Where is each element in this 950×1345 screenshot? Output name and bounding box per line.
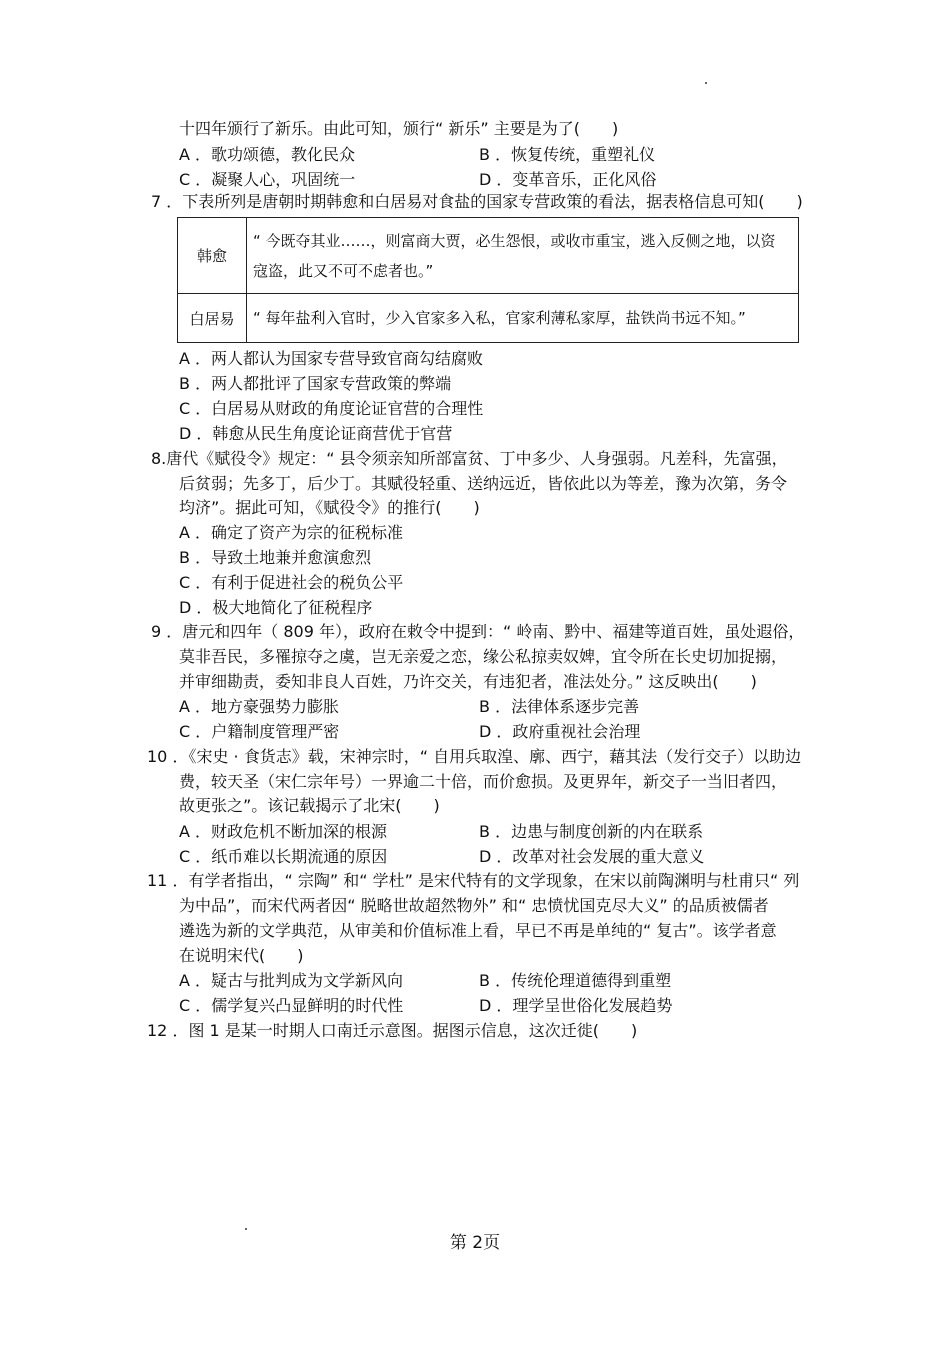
quote-line: “ 今既夺其业……，则富商大贾，必生怨恨，或收市重宝，逃入反侧之地，以资: [253, 231, 776, 250]
q12-stem: 12 ．图 1 是某一时期人口南迁示意图。据图示信息，这次迁徙( ): [147, 1021, 638, 1040]
q10-option-c: C ．纸币难以长期流通的原因: [179, 847, 388, 866]
q11-stem-line: 在说明宋代( ): [179, 946, 304, 965]
q7-option-a: A ．两人都认为国家专营导致官商勾结腐败: [179, 349, 484, 368]
q9-option-c: C ．户籍制度管理严密: [179, 722, 340, 741]
table-row: [178, 218, 799, 294]
q11-stem-line: 11 ．有学者指出，“ 宗陶” 和“ 学杜” 是宋代特有的文学现象，在宋以前陶渊明与杜甫只“ 列: [147, 871, 800, 890]
q11-option-d: D ．理学呈世俗化发展趋势: [479, 996, 673, 1015]
scan-speck: [705, 82, 707, 84]
q9-stem-line: 9 ．唐元和四年（ 809 年），政府在敕令中提到：“ 岭南、黔中、福建等道百姓，虽处遐俗，: [151, 622, 805, 641]
table-cell-author: 白居易: [178, 294, 247, 343]
q8-option-a: A ．确定了资产为宗的征税标准: [179, 523, 404, 542]
q10-stem-line: 10 ．《宋史 · 食货志》载，宋神宗时，“ 自用兵取湟、廓、西宁，藉其法（发行交子）以助边: [147, 747, 802, 766]
table-cell-quote: [247, 294, 799, 343]
q11-option-b: B ．传统伦理道德得到重塑: [479, 971, 672, 990]
q8-stem-line: 均济”。据此可知，《赋役令》的推行( ): [179, 498, 480, 517]
page-number: 第 2页: [449, 1233, 501, 1253]
q6-stem-continued: 十四年颁行了新乐。由此可知，颁行“ 新乐” 主要是为了( ): [179, 119, 619, 138]
q7-stem: 7 ．下表所列是唐朝时期韩愈和白居易对食盐的国家专营政策的看法，据表格信息可知( ): [151, 192, 803, 211]
q9-stem-line: 莫非吾民，多罹掠夺之虞，岂无亲爱之恋，缘公私掠卖奴婢，宜令所在长史切加捉搦，: [179, 647, 788, 666]
q11-option-a: A ．疑古与批判成为文学新风向: [179, 971, 404, 990]
table-cell-author: 韩愈: [178, 218, 247, 294]
q7-option-b: B ．两人都批评了国家专营政策的弊端: [179, 374, 452, 393]
q6-option-c: C ．凝聚人心，巩固统一: [179, 170, 356, 189]
table-row: [178, 294, 799, 343]
q7-option-d: D ．韩愈从民生角度论证商营优于官营: [179, 424, 453, 443]
q11-option-c: C ．儒学复兴凸显鲜明的时代性: [179, 996, 404, 1015]
q9-stem-line: 并审细勘责，委知非良人百姓，乃许交关，有违犯者，准法处分。” 这反映出( ): [179, 672, 757, 691]
q9-option-a: A ．地方豪强势力膨胀: [179, 697, 340, 716]
q10-option-b: B ．边患与制度创新的内在联系: [479, 822, 704, 841]
q8-option-d: D ．极大地简化了征税程序: [179, 598, 373, 617]
q11-stem-line: 遴选为新的文学典范，从审美和价值标准上看，早已不再是单纯的“ 复古”。该学者意: [179, 921, 777, 940]
q8-stem-line: 后贫弱；先多丁，后少丁。其赋役轻重、送纳远近，皆依此以为等差，豫为次第，务令: [179, 474, 788, 493]
q7-quote-table: [177, 217, 799, 343]
q10-stem-line: 费，较天圣（宋仁宗年号）一界逾二十倍，而价愈损。及更界年，新交子一当旧者四，: [179, 772, 788, 791]
q7-option-c: C ．白居易从财政的角度论证官营的合理性: [179, 399, 484, 418]
q6-option-b: B ．恢复传统，重塑礼仪: [479, 145, 656, 164]
q8-stem-line: 8.唐代《赋役令》规定：“ 县令须亲知所部富贫、丁中多少、人身强弱。凡差科，先富强，: [151, 449, 788, 468]
q10-stem-line: 故更张之”。该记载揭示了北宋( ): [179, 796, 440, 815]
q11-stem-line: 为中品”，而宋代两者因“ 脱略世故超然物外” 和“ 忠愤忧国克尽大义” 的品质被儒者: [179, 896, 769, 915]
q10-option-d: D ．改革对社会发展的重大意义: [479, 847, 705, 866]
quote-line: “ 每年盐利入官时，少入官家多入私，官家利薄私家厚，盐铁尚书远不知。”: [253, 309, 746, 327]
q9-option-b: B ．法律体系逐步完善: [479, 697, 640, 716]
table-cell-quote: [247, 218, 799, 294]
q8-option-b: B ．导致土地兼并愈演愈烈: [179, 548, 372, 567]
quote-line: 寇盗，此又不可不虑者也。”: [253, 261, 434, 280]
q9-option-d: D ．政府重视社会治理: [479, 722, 641, 741]
q6-option-d: D ．变革音乐，正化风俗: [479, 170, 657, 189]
q10-option-a: A ．财政危机不断加深的根源: [179, 822, 388, 841]
q6-option-a: A ．歌功颂德，教化民众: [179, 145, 356, 164]
q8-option-c: C ．有利于促进社会的税负公平: [179, 573, 404, 592]
